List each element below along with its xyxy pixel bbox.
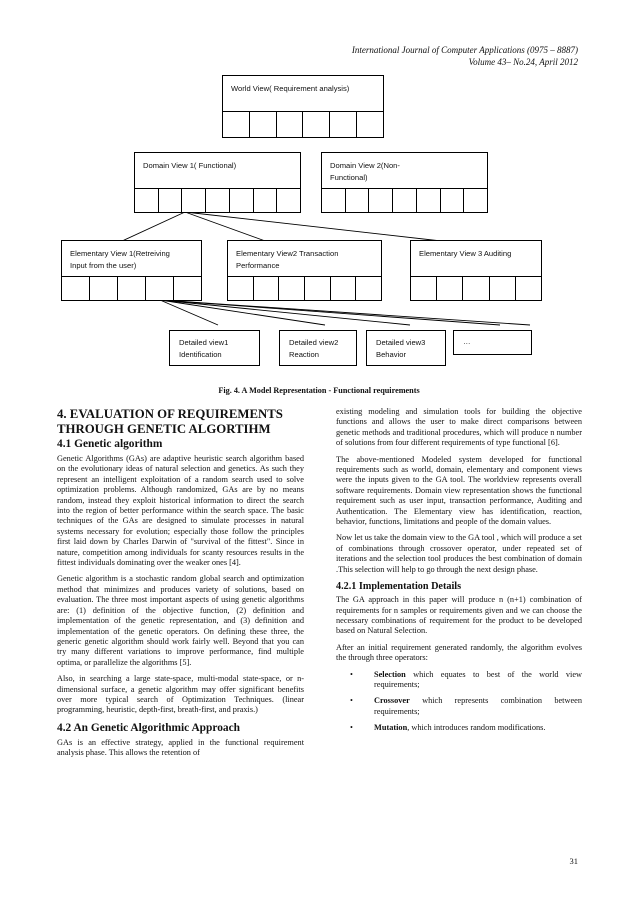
elementary-view-3-label: Elementary View 3 Auditing — [419, 249, 512, 258]
elementary-view-1-cells — [61, 276, 202, 301]
domain-view-2-cells — [321, 188, 488, 213]
operator-description: , which introduces random modifications. — [407, 723, 546, 733]
detailed-view-3-label-line1: Detailed view3 — [376, 338, 426, 347]
elementary-view-2-label — [236, 248, 338, 272]
paragraph: Now let us take the domain view to the GA tool , which will produce a set of combinations through crossover operator, under repeated set of iterations and the selection tool produces the best combination of domain .This selection will help to go through the next design phase. — [336, 533, 582, 574]
detailed-view-1-label-line2: Identification — [179, 350, 222, 359]
domain-view-1-cells — [134, 188, 301, 213]
detailed-view-more-box — [453, 330, 532, 355]
left-column — [57, 407, 304, 765]
detailed-view-2-label-line1: Detailed view2 — [289, 338, 339, 347]
detailed-view-3-label — [376, 337, 425, 361]
section-heading-line1: 4. EVALUATION OF REQUIREMENTS — [57, 407, 283, 421]
detailed-view-2-label-line2: Reaction — [289, 350, 319, 359]
detailed-view-more-label: … — [463, 337, 471, 346]
detailed-view-1-box — [169, 330, 260, 366]
paragraph: Genetic Algorithms (GAs) are adaptive heuristic search algorithm based on the evolutionary ideas of natural selection and genetics. As such they represent an intelligent exploitation of a random search used to solve optimization problems. Although randomized, GAs are by no means random, instead they exploit historical information to direct the search into the region of better performance within the search space. The basic techniques of the GAs are designed to simulate processes in natural systems necessary for evolution; especially those follow the principles first laid down by Charles Darwin of "survival of the fittest". Since in nature, competition among individuals for scanty resources results in the fittest individuals dominating over the weaker ones [4]. — [57, 454, 304, 568]
elementary-view-3-box — [410, 240, 542, 301]
paragraph: The above-mentioned Modeled system developed for functional requirements such as world, domain, elementary and component views were the inputs given to the GA tool. The worldview represents overall software requirements. Domain view representation shows the functional requirement such as user input, transaction performance, Auditing and Authentication. The Elementary view has identification, reaction, behavior, functions, limitations and people of the domain values. — [336, 454, 582, 527]
elementary-view-2-box — [227, 240, 382, 301]
figure-caption: Fig. 4. A Model Representation - Functional requirements — [218, 386, 420, 395]
paragraph: existing modeling and simulation tools for building the objective functions and allows the user to make direct comparisons between genetic methods and traditional procedures, which will produce n number of solutions from four different requirements of type functional [6]. — [336, 407, 582, 448]
operator-description: which represents combination between requirements; — [374, 696, 582, 716]
list-item — [350, 723, 582, 733]
detailed-view-2-label — [289, 337, 338, 361]
bullet-icon: • — [350, 696, 353, 706]
paragraph: Also, in searching a large state-space, multi-modal state-space, or n-dimensional surface, a genetic algorithm may offer significant benefits over more typical search of Optimization Techniques. (linear programming, heuristic, depth-first, breath-first, and praxis.) — [57, 674, 304, 715]
domain-view-2-box — [321, 152, 488, 213]
section-heading-line2: THROUGH GENETIC ALGORTIHM — [57, 421, 271, 436]
elementary-view-1-label — [70, 248, 170, 272]
subsection-heading-4-2: 4.2 An Genetic Algorithmic Approach — [57, 721, 240, 734]
section-heading — [57, 407, 304, 436]
page-number: 31 — [569, 856, 578, 866]
paragraph: The GA approach in this paper will produce n (n+1) combination of requirements for n samples or requirements given and we can choose the necessary combinations of requirement for the product to be developed based on Natural Selection. — [336, 595, 582, 636]
world-view-label: World View( Requirement analysis) — [231, 84, 350, 93]
list-item — [350, 696, 582, 717]
elementary-view-3-cells — [410, 276, 542, 301]
journal-name: International Journal of Computer Applications (0975 – 8887) — [351, 45, 578, 55]
elementary-view-2-cells — [227, 276, 382, 301]
domain-view-2-label-line1: Domain View 2(Non- — [330, 161, 400, 170]
world-view-cells — [222, 111, 384, 138]
elementary-view-1-label-line1: Elementary View 1(Retreiving — [70, 249, 170, 258]
paragraph: After an initial requirement generated randomly, the algorithm evolves the through three operators: — [336, 642, 582, 663]
elementary-view-2-label-line1: Elementary View2 Transaction — [236, 249, 339, 258]
operator-term: Crossover — [374, 696, 410, 706]
detailed-view-1-label-line1: Detailed view1 — [179, 338, 229, 347]
elementary-view-2-label-line2: Performance — [236, 261, 280, 270]
elementary-view-1-box — [61, 240, 202, 301]
detailed-view-2-box — [279, 330, 357, 366]
world-view-box — [222, 75, 384, 138]
figure-4 — [0, 0, 638, 400]
volume-info: Volume 43– No.24, April 2012 — [468, 57, 578, 67]
domain-view-1-label: Domain View 1( Functional) — [143, 161, 237, 170]
bullet-icon: • — [350, 723, 353, 733]
bullet-icon: • — [350, 669, 353, 679]
domain-view-1-box — [134, 152, 301, 213]
subsection-heading-4-1: 4.1 Genetic algorithm — [57, 438, 163, 450]
operator-list — [336, 670, 582, 734]
operator-description: which equates to best of the world view requirements; — [374, 669, 582, 689]
detailed-view-1-label — [179, 337, 228, 361]
operator-term: Selection — [374, 669, 406, 679]
list-item — [350, 669, 582, 691]
detailed-view-3-label-line2: Behavior — [376, 350, 406, 359]
subsection-heading-4-2-1: 4.2.1 Implementation Details — [336, 581, 462, 593]
detailed-view-3-box — [366, 330, 446, 366]
domain-view-2-label-line2: Functional) — [330, 173, 368, 182]
operator-term: Mutation — [374, 723, 408, 733]
right-column — [336, 407, 582, 740]
paragraph: GAs is an effective strategy, applied in the functional requirement analysis phase. This allows the retention of — [57, 737, 304, 758]
elementary-view-1-label-line2: Input from the user) — [70, 261, 137, 270]
domain-view-2-label — [330, 160, 400, 184]
paragraph: Genetic algorithm is a stochastic random global search and optimization method that minimizes and produces variety of solutions, based on evaluation. The three most important aspects of using genetic algorithms are: (1) definition of the objective function, (2) definition and implementation of the genetic representation, and (3) definition and implementation of the genetic operators. On defining these three, the generic genetic algorithm should work fairly well. Beyond that you can try many different variations to improve performance, find multiple optima, or parallelize the algorithms [5]. — [57, 574, 304, 667]
